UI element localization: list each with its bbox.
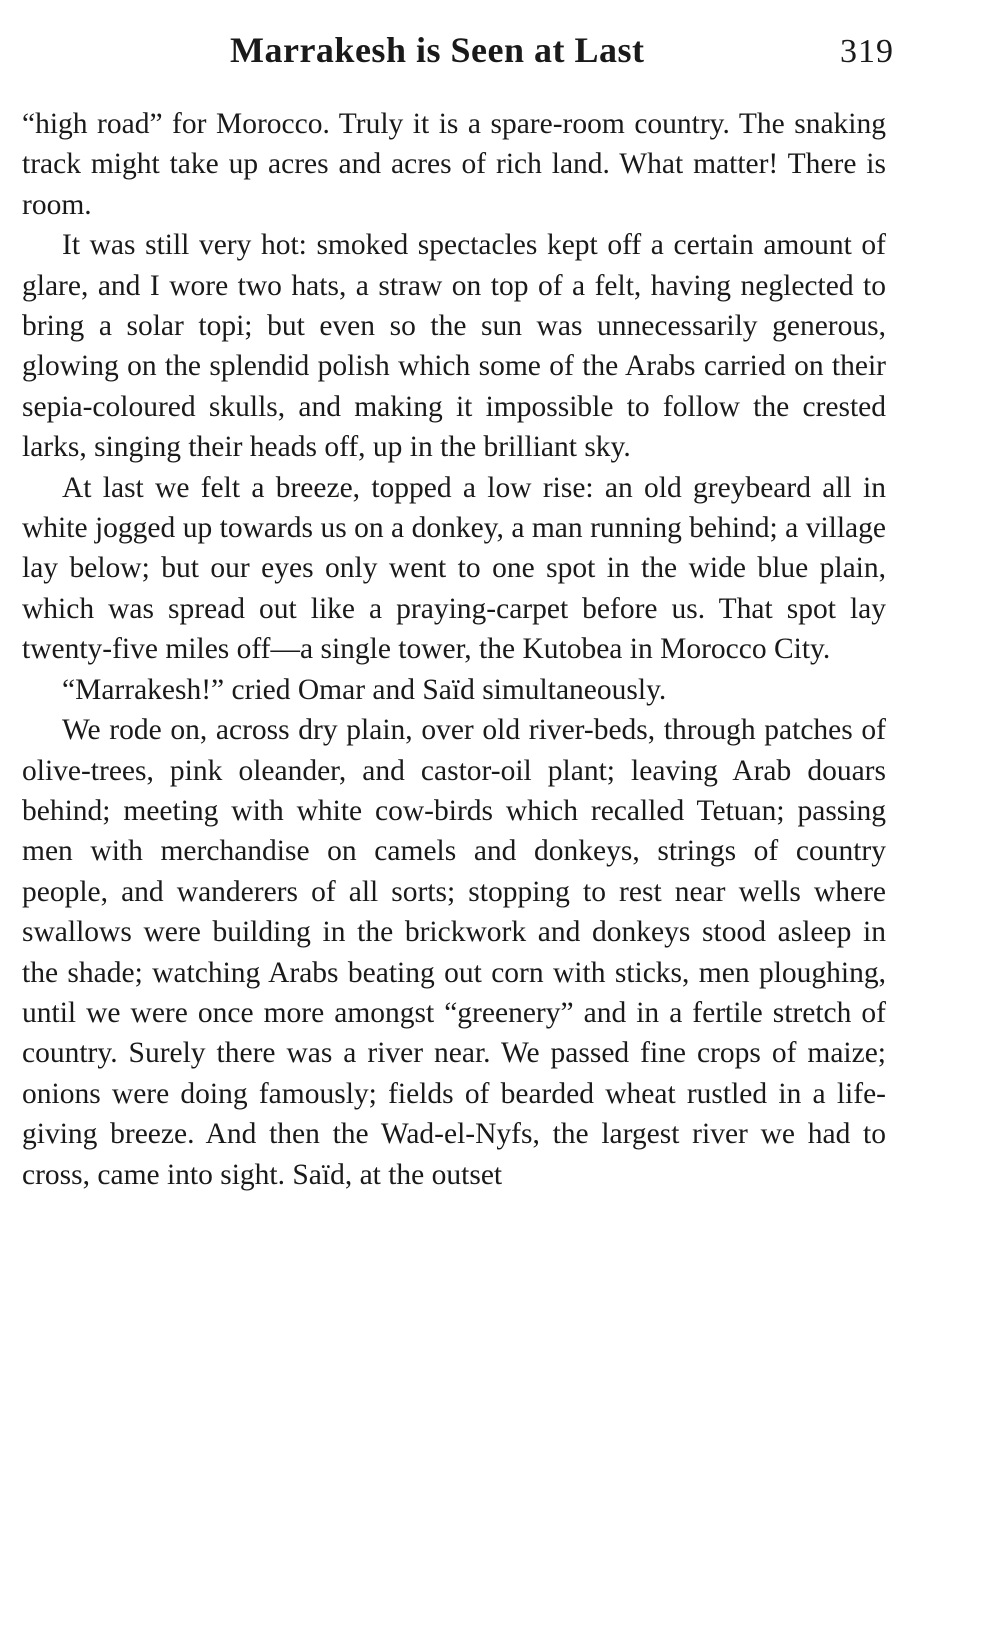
paragraph-dialogue: “Marrakesh!” cried Omar and Saïd simultaneously. bbox=[62, 673, 667, 706]
paragraph: At last we felt a breeze, topped a low rise: an old greybeard all in white jogged up towards us on a donkey, a man running behind; a village lay below; but our eyes only went to one spot in the wide blue plain, which was spread out like a praying-carpet before us. That spot lay twenty-five miles off—a single tower, the Kutobea in Morocco City. bbox=[22, 471, 886, 666]
paragraph: It was still very hot: smoked spectacles kept off a certain amount of glare, and I wore two hats, a straw on top of a felt, having neglected to bring a solar topi; but even so the sun was unnecessarily generous, glowing on the splendid polish which some of the Arabs carried on their sepia-coloured skulls, and making it impossible to follow the crested larks, singing their heads off, up in the brilliant sky. bbox=[22, 229, 886, 464]
page-number: 319 bbox=[840, 33, 894, 70]
running-title: Marrakesh is Seen at Last bbox=[230, 30, 645, 70]
paragraph-continued: “high road” for Morocco. Truly it is a spare-room country. The snaking track might take up acres and acres of rich land. What matter! There is room. bbox=[22, 108, 886, 221]
body-text bbox=[22, 104, 886, 1195]
paragraph: We rode on, across dry plain, over old river-beds, through patches of olive-trees, pink oleander, and castor-oil plant; leaving Arab douars behind; meeting with white cow-birds which recalled Tetuan; passing men with merchandise on camels and donkeys, strings of country people, and wanderers of all sorts; stopping to rest near wells where swallows were building in the brickwork and donkeys stood asleep in the shade; watching Arabs beating out corn with sticks, men ploughing, until we were once more amongst “greenery” and in a fertile stretch of country. Surely there was a river near. We passed fine crops of maize; onions were doing famously; fields of bearded wheat rustled in a life-giving breeze. And then the Wad-el-Nyfs, the largest river we had to cross, came into sight. Saïd, at the outset bbox=[22, 714, 886, 1191]
